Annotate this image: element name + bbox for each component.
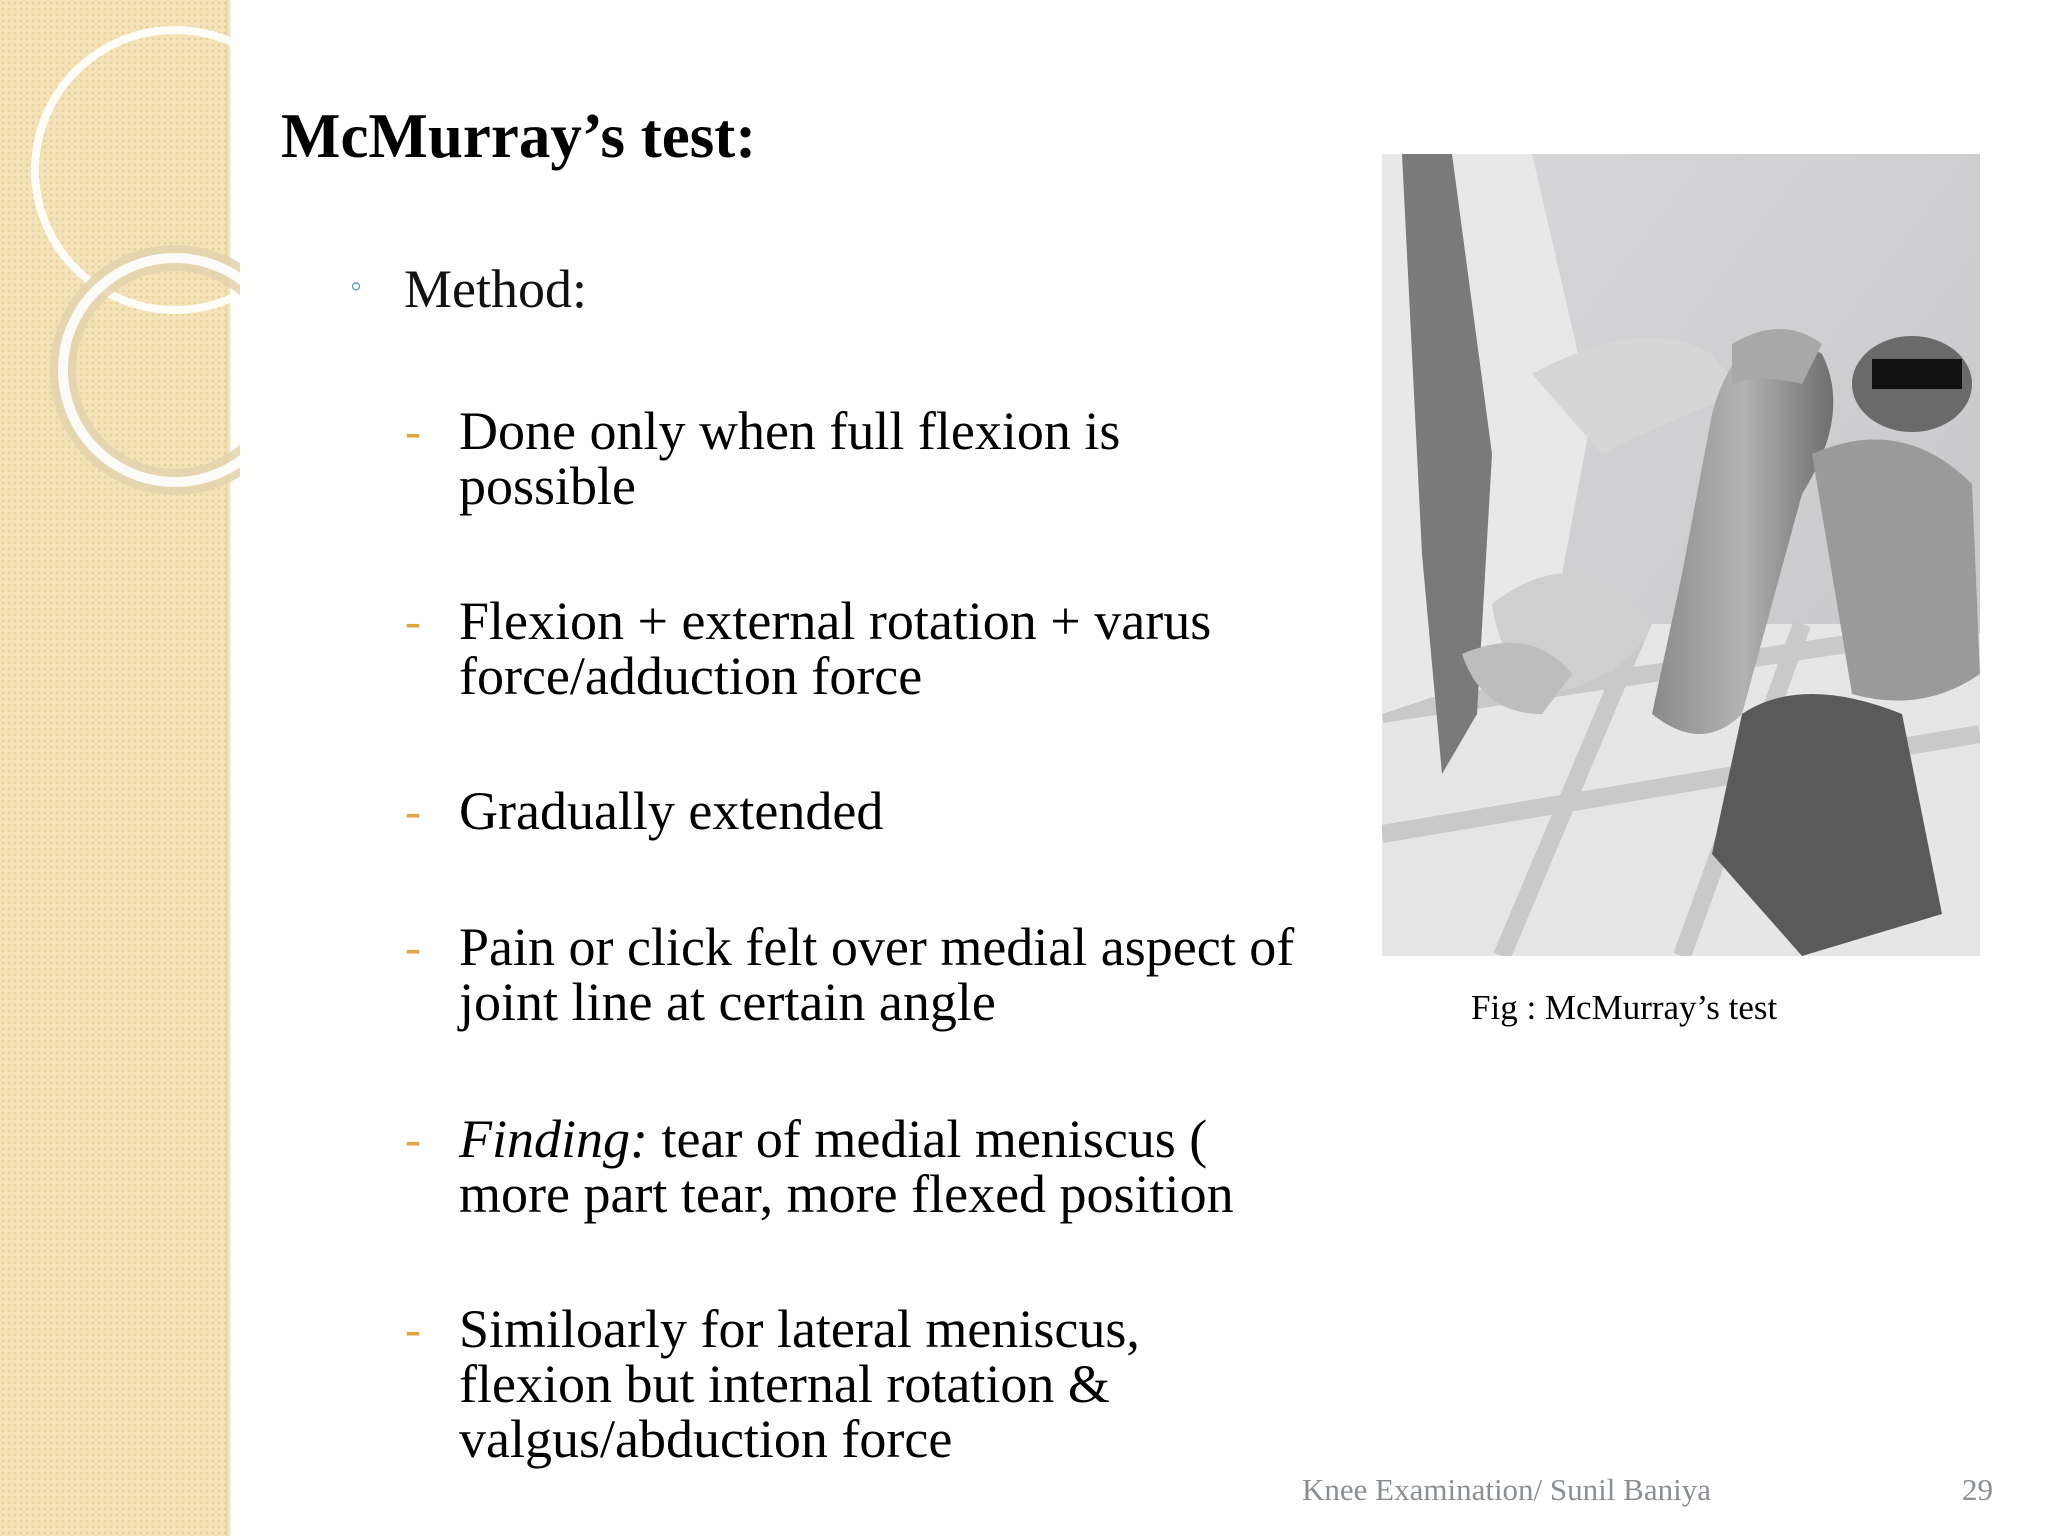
dash-marker: - xyxy=(405,405,421,458)
sub-item-line: joint line at certain angle xyxy=(459,972,996,1032)
page-number: 29 xyxy=(1962,1472,1993,1507)
sub-item-line-finding xyxy=(459,1109,1359,1169)
sub-item-line: force/adduction force xyxy=(459,646,923,706)
dash-marker: - xyxy=(405,921,421,974)
bullet-marker: ◦ xyxy=(350,268,363,305)
sub-item-line: Pain or click felt over medial aspect of xyxy=(459,917,1295,977)
sub-item-line: flexion but internal rotation & xyxy=(459,1354,1110,1414)
decorative-rings xyxy=(0,0,240,520)
finding-label: Finding: xyxy=(459,1109,648,1169)
sub-item-line: Similoarly for lateral meniscus, xyxy=(459,1299,1140,1359)
sub-item-line: valgus/abduction force xyxy=(459,1409,953,1469)
dash-marker: - xyxy=(405,595,421,648)
footer-text: Knee Examination/ Sunil Baniya xyxy=(1302,1472,1711,1507)
figure-caption: Fig : McMurray’s test xyxy=(1471,988,1778,1027)
slide-title: McMurray’s test: xyxy=(281,101,757,171)
sub-item-line: Gradually extended xyxy=(459,781,884,841)
sub-item-line: possible xyxy=(459,456,637,516)
dash-marker: - xyxy=(405,785,421,838)
dash-marker: - xyxy=(405,1113,421,1166)
sub-item-line: Done only when full flexion is xyxy=(459,401,1121,461)
sub-item-line: Flexion + external rotation + varus xyxy=(459,591,1212,651)
sub-item-line: more part tear, more flexed position xyxy=(459,1164,1234,1224)
mcmurray-test-photo xyxy=(1382,154,1980,956)
dash-marker: - xyxy=(405,1303,421,1356)
finding-text: tear of medial meniscus ( xyxy=(647,1109,1208,1169)
bullet-label: Method: xyxy=(404,259,587,319)
